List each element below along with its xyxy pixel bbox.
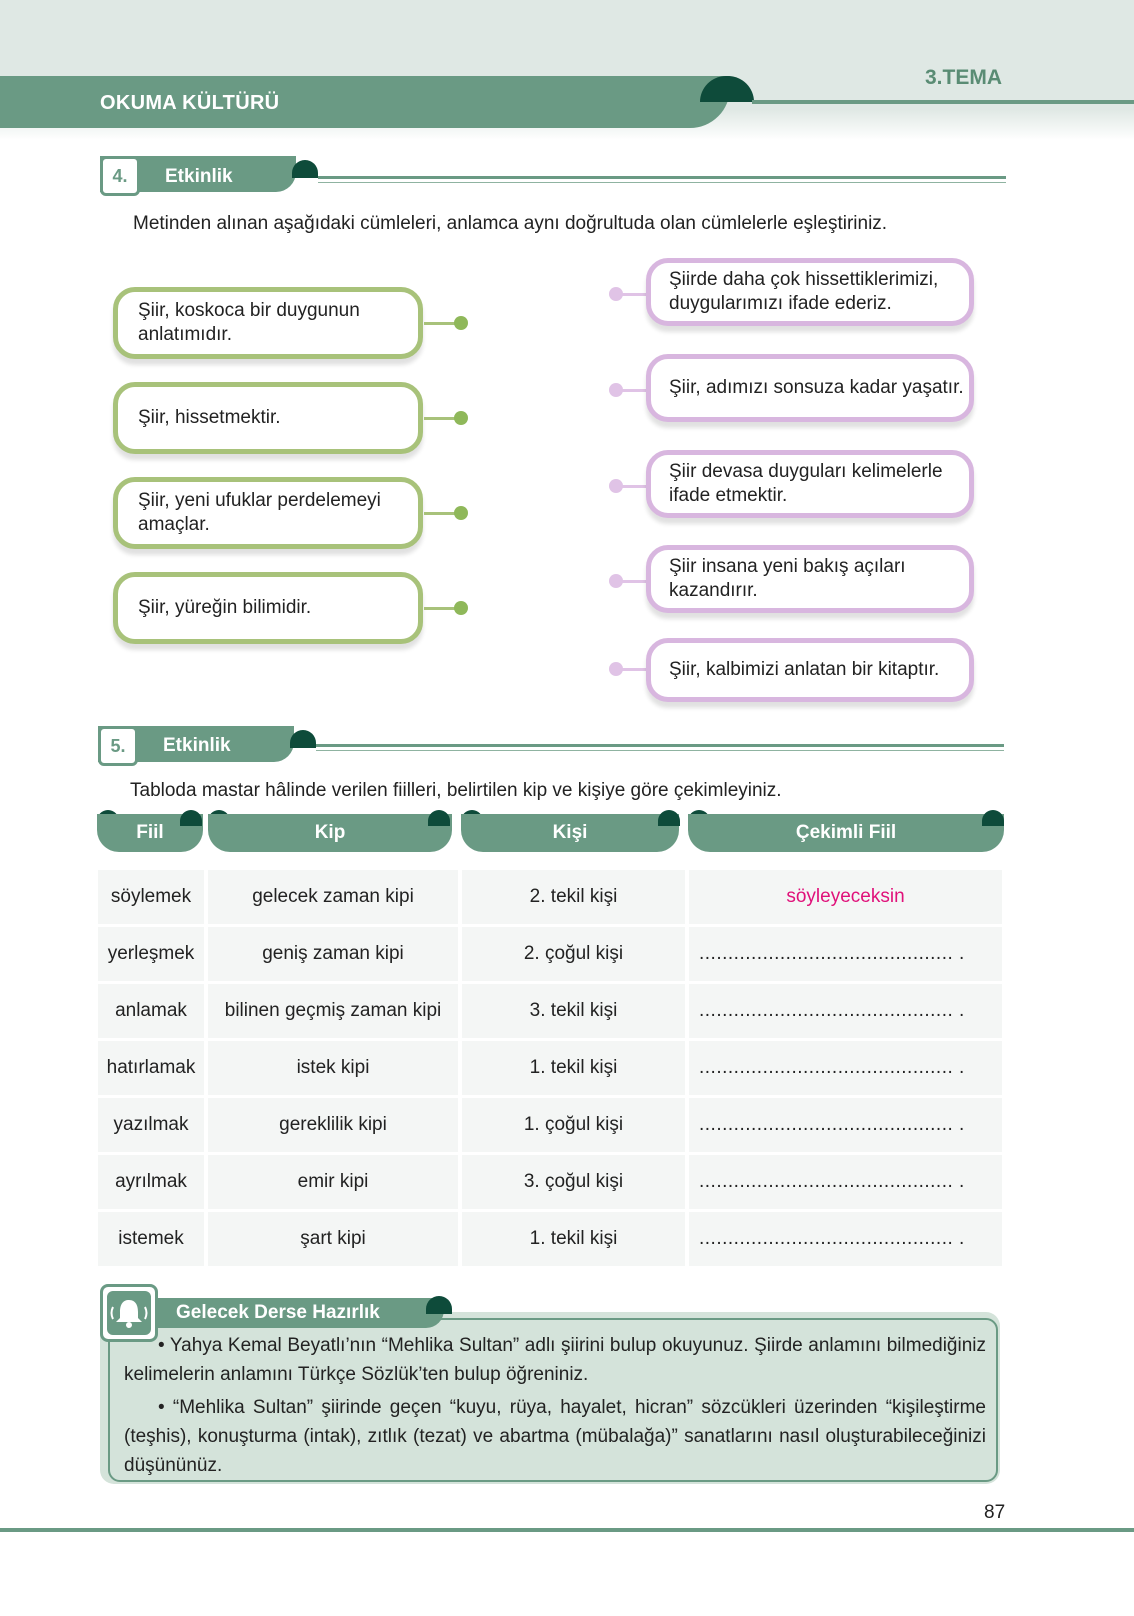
left-connector-4 bbox=[424, 607, 458, 610]
table-cell-person: 2. çoğul kişi bbox=[462, 927, 685, 981]
table-cell-verb: yerleşmek bbox=[98, 927, 204, 981]
table-cell-answer-blank[interactable]: ............................................ . bbox=[689, 1212, 1002, 1266]
activity4-rule bbox=[318, 176, 1006, 179]
activity5-tab-decoration bbox=[290, 730, 316, 748]
activity4-rule-thin bbox=[318, 182, 1006, 183]
table-cell-verb: ayrılmak bbox=[98, 1155, 204, 1209]
table-cell-person: 3. çoğul kişi bbox=[462, 1155, 685, 1209]
table-header-kip: Kip bbox=[208, 814, 452, 852]
table-cell-verb: anlamak bbox=[98, 984, 204, 1038]
table-cell-person: 3. tekil kişi bbox=[462, 984, 685, 1038]
right-statement-2-text: Şiir, adımızı sonsuza kadar yaşatır. bbox=[669, 377, 964, 398]
page-number: 87 bbox=[984, 1502, 1006, 1523]
table-header-tab-right bbox=[658, 810, 680, 826]
activity4-tab-decoration bbox=[292, 160, 318, 178]
table-cell-mood: gereklilik kipi bbox=[208, 1098, 458, 1152]
left-match-dot-2[interactable] bbox=[454, 411, 468, 425]
left-statement-2-text: Şiir, hissetmektir. bbox=[138, 407, 281, 428]
next-lesson-tab-decoration bbox=[426, 1296, 452, 1314]
table-cell-answer: söyleyeceksin bbox=[689, 870, 1002, 924]
table-cell-answer-blank[interactable]: ............................................ . bbox=[689, 927, 1002, 981]
right-statement-1-text: Şiirde daha çok hissettiklerimizi, duygularımızı ifade ederiz. bbox=[669, 269, 939, 314]
footer-rule bbox=[0, 1528, 1134, 1532]
table-cell-person: 1. çoğul kişi bbox=[462, 1098, 685, 1152]
table-cell-mood: emir kipi bbox=[208, 1155, 458, 1209]
table-header-cekimli-fiil: Çekimli Fiil bbox=[688, 814, 1004, 852]
theme-underline bbox=[752, 100, 1134, 104]
activity5-rule bbox=[316, 744, 1004, 747]
table-cell-person: 2. tekil kişi bbox=[462, 870, 685, 924]
left-connector-3 bbox=[424, 512, 458, 515]
left-connector-2 bbox=[424, 417, 458, 420]
left-statement-1-text: Şiir, koskoca bir duygunun anlatımıdır. bbox=[138, 300, 360, 345]
table-cell-mood: bilinen geçmiş zaman kipi bbox=[208, 984, 458, 1038]
activity5-instruction: Tabloda mastar hâlinde verilen fiilleri, belirtilen kip ve kişiye göre çekimleyiniz. bbox=[130, 780, 782, 801]
table-cell-answer-blank[interactable]: ............................................ . bbox=[689, 984, 1002, 1038]
left-match-dot-1[interactable] bbox=[454, 316, 468, 330]
right-statement-4-text: Şiir insana yeni bakış açıları kazandırır. bbox=[669, 556, 906, 601]
table-cell-mood: geniş zaman kipi bbox=[208, 927, 458, 981]
table-header-tab-right bbox=[428, 810, 450, 826]
table-cell-person: 1. tekil kişi bbox=[462, 1212, 685, 1266]
table-cell-verb: söylemek bbox=[98, 870, 204, 924]
table-cell-mood: şart kipi bbox=[208, 1212, 458, 1266]
activity4-label: Etkinlik bbox=[165, 166, 233, 187]
table-cell-verb: yazılmak bbox=[98, 1098, 204, 1152]
right-statement-3-text: Şiir devasa duyguları kelimelerle ifade etmektir. bbox=[669, 461, 943, 506]
section-title: OKUMA KÜLTÜRÜ bbox=[100, 92, 280, 114]
next-lesson-paragraph-1: • Yahya Kemal Beyatlı’nın “Mehlika Sultan” adlı şiirini bulup okuyunuz. Şiirde anlamını bilmediğiniz kelimelerin anlamını Türkçe Sözlük’ten bulup öğreniniz. bbox=[124, 1335, 986, 1385]
right-statement-5-text: Şiir, kalbimizi anlatan bir kitaptır. bbox=[669, 659, 940, 680]
table-header-fiil: Fiil bbox=[97, 814, 203, 852]
activity5-rule-thin bbox=[316, 750, 1004, 751]
left-connector-1 bbox=[424, 322, 458, 325]
table-cell-mood: istek kipi bbox=[208, 1041, 458, 1095]
next-lesson-title: Gelecek Derse Hazırlık bbox=[158, 1298, 444, 1328]
next-lesson-paragraph-2: • “Mehlika Sultan” şiirinde geçen “kuyu, rüya, hayalet, hicran” sözcükleri üzerinden “kişileştirme (teşhis), konuşturma (intak), zıtlık (tezat) ve abartma (mübalağa)” sanatlarını nasıl oluşturabileceğinizi düşününüz. bbox=[124, 1397, 986, 1476]
activity4-number: 4. bbox=[100, 156, 140, 196]
left-match-dot-3[interactable] bbox=[454, 506, 468, 520]
table-header-tab-right bbox=[180, 810, 202, 826]
left-statement-3-text: Şiir, yeni ufuklar perdelemeyi amaçlar. bbox=[138, 490, 381, 535]
table-cell-answer-blank[interactable]: ............................................ . bbox=[689, 1155, 1002, 1209]
left-match-dot-4[interactable] bbox=[454, 601, 468, 615]
activity5-label: Etkinlik bbox=[163, 735, 231, 756]
table-cell-verb: istemek bbox=[98, 1212, 204, 1266]
activity4-instruction: Metinden alınan aşağıdaki cümleleri, anlamca aynı doğrultuda olan cümlelerle eşleştiriniz. bbox=[133, 213, 888, 234]
table-header-tab-right bbox=[982, 810, 1004, 826]
left-statement-4-text: Şiir, yüreğin bilimidir. bbox=[138, 597, 312, 618]
table-cell-mood: gelecek zaman kipi bbox=[208, 870, 458, 924]
table-cell-verb: hatırlamak bbox=[98, 1041, 204, 1095]
table-cell-answer-blank[interactable]: ............................................ . bbox=[689, 1041, 1002, 1095]
table-cell-answer-blank[interactable]: ............................................ . bbox=[689, 1098, 1002, 1152]
theme-label: 3.TEMA bbox=[925, 66, 1003, 89]
activity5-number: 5. bbox=[98, 726, 138, 766]
table-cell-person: 1. tekil kişi bbox=[462, 1041, 685, 1095]
table-header-kisi: Kişi bbox=[461, 814, 679, 852]
